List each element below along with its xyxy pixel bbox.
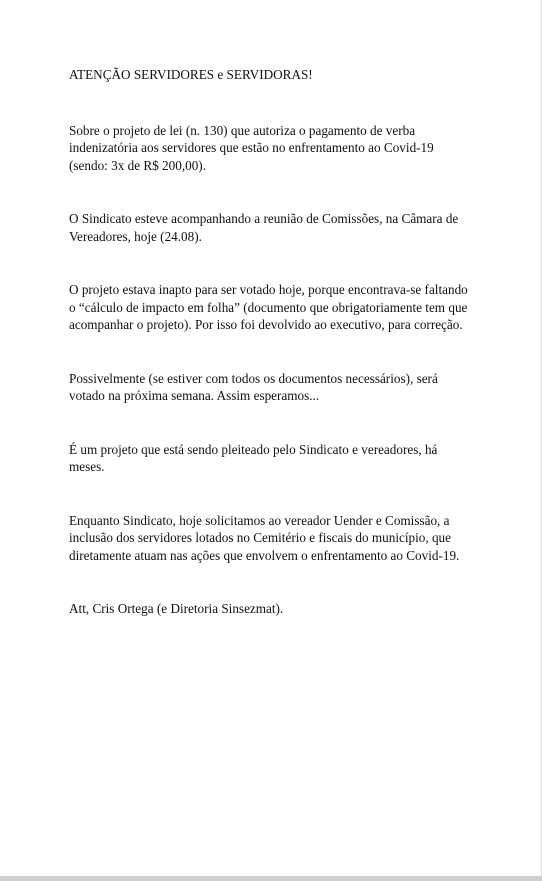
document-signature: Att, Cris Ortega (e Diretoria Sinsezmat). [69, 601, 284, 616]
paragraph-solicitacao-inclusao: Enquanto Sindicato, hoje solicitamos ao vereador Uender e Comissão, a inclusão dos servidores lotados no Cemitério e fiscais do município, que diretamente atuam nas ações que envolvem o enfrentamento ao Covid-19. [69, 512, 460, 563]
paragraph-projeto-de-lei: Sobre o projeto de lei (n. 130) que autoriza o pagamento de verba indenizatória aos servidores que estão no enfrentamento ao Covid-19 (sendo: 3x de R$ 200,00). [69, 122, 434, 173]
paragraph-reuniao-comissoes: O Sindicato esteve acompanhando a reunião de Comissões, na Câmara de Vereadores, hoje (24.08). [69, 211, 459, 244]
document-body [69, 66, 529, 618]
paragraph-pleiteado-sindicato: É um projeto que está sendo pleiteado pelo Sindicato e vereadores, há meses. [69, 441, 438, 474]
paragraph-projeto-inapto: O projeto estava inapto para ser votado hoje, porque encontrava-se faltando o “cálculo de impacto em folha” (documento que obrigatoriamente tem que acompanhar o projeto). Por isso foi devolvido ao executivo, para correção. [69, 282, 468, 332]
page-bottom-edge [0, 876, 542, 881]
paragraph-votacao-proxima-semana: Possivelmente (se estiver com todos os documentos necessários), será votado na próxima semana. Assim esperamos... [69, 370, 438, 403]
document-heading: ATENÇÃO SERVIDORES e SERVIDORAS! [69, 67, 313, 82]
